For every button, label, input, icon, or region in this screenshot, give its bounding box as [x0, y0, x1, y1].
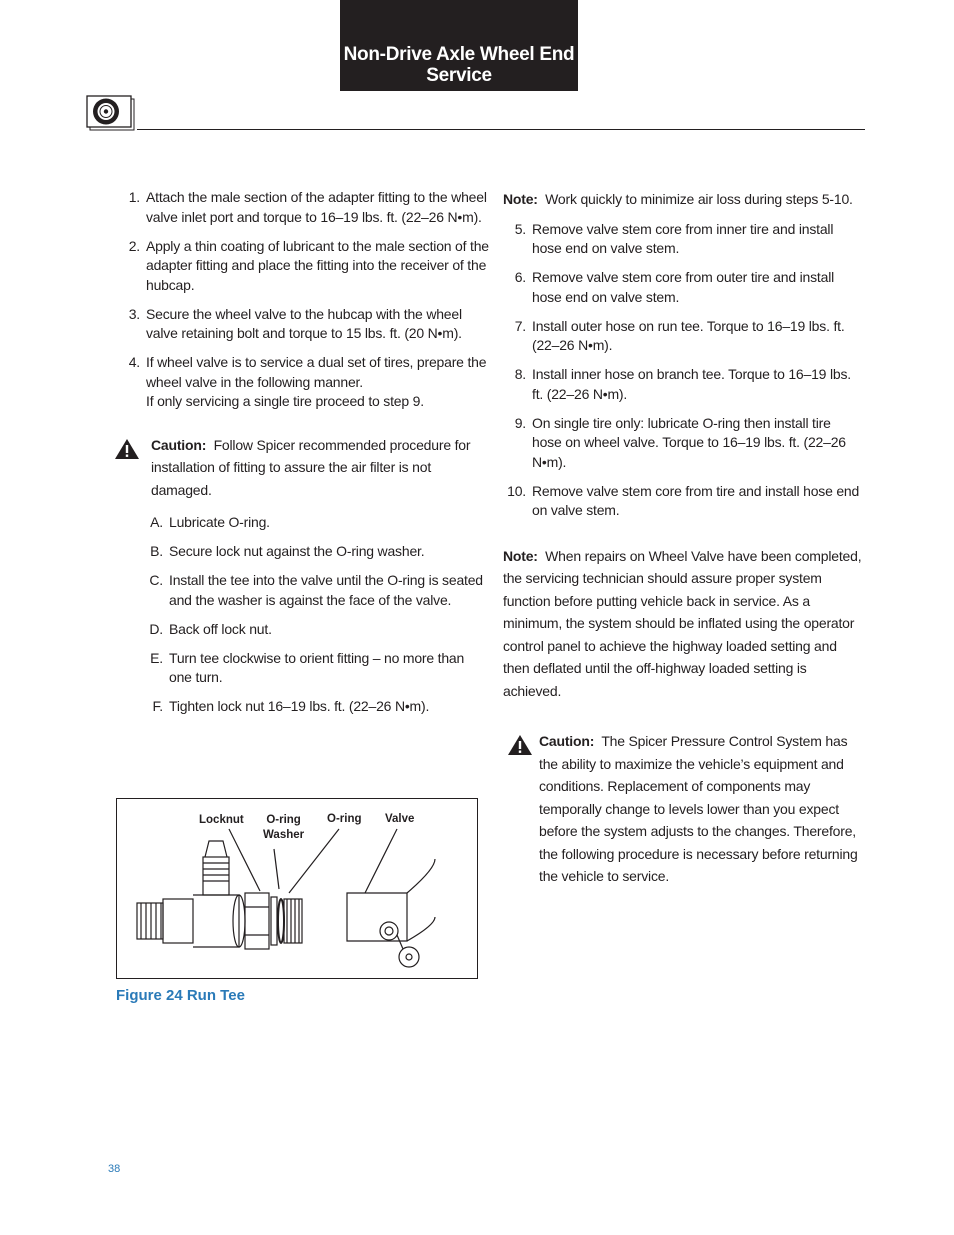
substep-a: A. Lubricate O-ring. [150, 514, 270, 530]
substep-c: C. Install the tee into the valve until the O-ring is seated and the washer is against the face of the valve. [149, 572, 483, 608]
warning-icon [507, 734, 533, 756]
left-column [120, 188, 490, 726]
header-rule [137, 129, 865, 130]
right-column [503, 188, 863, 899]
step-8: 8. Install inner hose on branch tee. Torque to 16–19 lbs. ft. (22–26 N•m). [514, 366, 851, 402]
step-2: 2. Apply a thin coating of lubricant to the male section of the adapter fitting and place the fitting into the receiver of the hubcap. [128, 237, 489, 293]
substep-f: F. Tighten lock nut 16–19 lbs. ft. (22–26 N•m). [152, 698, 430, 714]
caution-text: The Spicer Pressure Control System has the ability to maximize the vehicle’s equipment and conditions. Replacement of components may temporally change to levels lower than you expect before the system adjusts to the changes. Therefore, the following procedure is necessary before returning the vehicle to service. [539, 733, 858, 884]
label-oring: O-ring [327, 813, 362, 825]
right-steps [503, 220, 863, 521]
note-repairs [503, 545, 863, 703]
note-text: Work quickly to minimize air loss during steps 5-10. [545, 191, 853, 207]
substep-e: E. Turn tee clockwise to orient fitting – no more than one turn. [150, 649, 465, 685]
caution-label: Caution: [151, 436, 207, 453]
step-10: 10. Remove valve stem core from tire and install hose end on valve stem. [507, 482, 860, 518]
step-1: 1. Attach the male section of the adapter fitting to the wheel valve inlet port and torque to 16–19 lbs. ft. (22–26 N•m). [128, 189, 487, 225]
step-5: 5. Remove valve stem core from inner tire and install hose end on valve stem. [514, 220, 834, 256]
section-header [340, 0, 578, 91]
substep-b: B. Secure lock nut against the O-ring washer. [150, 543, 425, 559]
label-oring-washer: O-ring Washer [263, 814, 305, 841]
label-locknut: Locknut [199, 814, 244, 826]
label-valve: Valve [385, 813, 415, 825]
step-9: 9. On single tire only: lubricate O-ring then install tire hose on wheel valve. Torque to 16–19 lbs. ft. (22–26 N•m). [514, 414, 846, 470]
note-text: When repairs on Wheel Valve have been completed, the servicing technician should assure proper system function before putting vehicle back in service. As a minimum, the system should be inflated using the operator control panel to achieve the highway loaded setting and then deflated until the off-highway loaded setting is achieved. [503, 547, 862, 699]
warning-icon [114, 438, 140, 460]
note-air-loss [503, 188, 863, 211]
caution-label: Caution: [539, 733, 595, 749]
page-number: 38 [108, 1163, 121, 1175]
step-6: 6. Remove valve stem core from outer tire and install hose end on valve stem. [514, 269, 835, 305]
run-tee-drawing [117, 799, 477, 978]
figure-caption: Figure 24 Run Tee [116, 987, 245, 1004]
section-title-line2: Service [426, 65, 492, 86]
caution-block [503, 730, 863, 888]
substep-d: D. Back off lock nut. [149, 620, 272, 637]
note-label: Note: [503, 547, 538, 564]
tire-icon [86, 95, 136, 131]
step-7: 7. Install outer hose on run tee. Torque to 16–19 lbs. ft. (22–26 N•m). [514, 317, 845, 353]
figure-run-tee [116, 798, 478, 979]
caution-text: Follow Spicer recommended procedure for installation of fitting to assure the air filter is not damaged. [151, 436, 471, 498]
section-title-line1: Non-Drive Axle Wheel End [343, 44, 575, 65]
step-4: 4. If wheel valve is to service a dual set of tires, prepare the wheel valve in the following manner. If only servicing a single tire proceed to step 9. [128, 354, 487, 409]
note-label: Note: [503, 191, 538, 207]
step-3: 3. Secure the wheel valve to the hubcap with the wheel valve retaining bolt and torque to 15 lbs. ft. (20 N•m). [128, 305, 462, 341]
caution-block [120, 434, 490, 502]
